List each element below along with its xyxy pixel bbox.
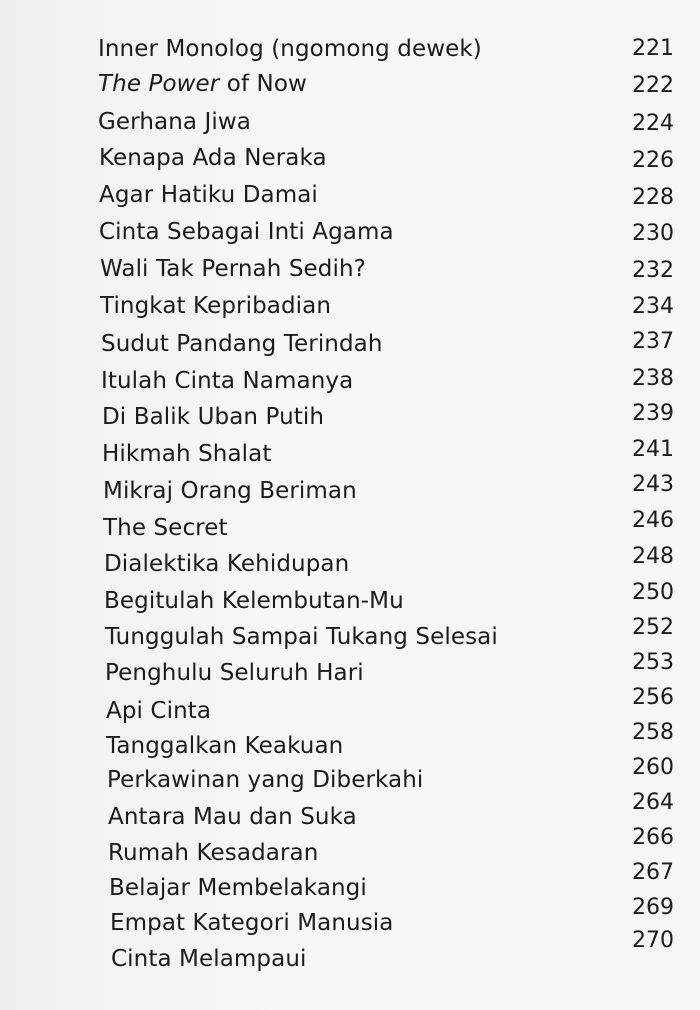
toc-entry-title xyxy=(98,71,307,97)
toc-entry-page: 258 xyxy=(632,720,674,745)
toc-entry-page: 250 xyxy=(632,580,674,605)
toc-entry-page: 224 xyxy=(632,111,674,136)
toc-entry-page: 221 xyxy=(632,36,674,61)
toc-entry-page: 239 xyxy=(632,401,674,426)
toc-entry-title: Agar Hatiku Damai xyxy=(99,182,318,208)
toc-entry-page: 232 xyxy=(632,258,674,283)
toc-entry-page: 252 xyxy=(632,615,674,640)
toc-entry-page: 222 xyxy=(632,73,674,98)
toc-entry-title: Begitulah Kelembutan-Mu xyxy=(104,588,404,614)
toc-entry-title: Inner Monolog (ngomong dewek) xyxy=(98,36,482,62)
toc-entry-page: 253 xyxy=(632,650,674,675)
toc-entry-page: 246 xyxy=(632,508,674,533)
toc-entry-page: 238 xyxy=(632,366,674,391)
toc-entry-page: 234 xyxy=(632,294,674,319)
toc-entry-title: Tanggalkan Keakuan xyxy=(106,733,344,759)
toc-entry-page: 237 xyxy=(632,329,674,354)
toc-entry-page: 269 xyxy=(632,895,674,920)
toc-entry-title: Kenapa Ada Neraka xyxy=(99,145,327,171)
toc-entry-title: Tingkat Kepribadian xyxy=(100,293,332,319)
toc-entry-page: 267 xyxy=(632,860,674,885)
toc-entry-page: 226 xyxy=(632,148,674,173)
toc-entry-page: 260 xyxy=(632,755,674,780)
toc-entry-title: Perkawinan yang Diberkahi xyxy=(107,767,424,793)
toc-entry-title: Empat Kategori Manusia xyxy=(110,910,394,936)
toc-entry-title: Mikraj Orang Beriman xyxy=(103,478,357,504)
toc-entry-page: 228 xyxy=(632,185,674,210)
toc-entry-title: Gerhana Jiwa xyxy=(98,109,251,135)
toc-entry-title: Api Cinta xyxy=(106,698,212,724)
toc-entry-title-italic: The Power xyxy=(98,71,220,97)
toc-entry-title: Belajar Membelakangi xyxy=(109,875,367,901)
toc-entry-title-rest: of Now xyxy=(219,71,307,97)
toc-entry-page: 230 xyxy=(632,221,674,246)
toc-entry-title: Wali Tak Pernah Sedih? xyxy=(100,256,366,282)
toc-entry-title: Antara Mau dan Suka xyxy=(108,804,357,830)
toc-entry-page: 241 xyxy=(632,437,674,462)
toc-entry-title: Dialektika Kehidupan xyxy=(104,551,350,577)
toc-entry-title: Hikmah Shalat xyxy=(102,441,272,467)
toc-entry-page: 266 xyxy=(632,825,674,850)
toc-entry-title: Itulah Cinta Namanya xyxy=(101,368,354,394)
toc-entry-page: 256 xyxy=(632,685,674,710)
toc-entry-title: Tunggulah Sampai Tukang Selesai xyxy=(105,624,498,650)
toc-entry-page: 243 xyxy=(632,472,674,497)
toc-entry-title: Sudut Pandang Terindah xyxy=(101,331,383,357)
toc-entry-page: 248 xyxy=(632,544,674,569)
toc-entry-title: Rumah Kesadaran xyxy=(108,840,319,866)
toc-entry-page: 270 xyxy=(632,928,674,953)
toc-entry-title: Cinta Melampaui xyxy=(111,946,307,972)
toc-entry-title: Di Balik Uban Putih xyxy=(102,404,325,430)
toc-entry-title: Cinta Sebagai Inti Agama xyxy=(99,219,394,245)
toc-entry-page: 264 xyxy=(632,790,674,815)
toc-entry-title: Penghulu Seluruh Hari xyxy=(105,660,364,686)
toc-entry-title: The Secret xyxy=(103,515,228,541)
